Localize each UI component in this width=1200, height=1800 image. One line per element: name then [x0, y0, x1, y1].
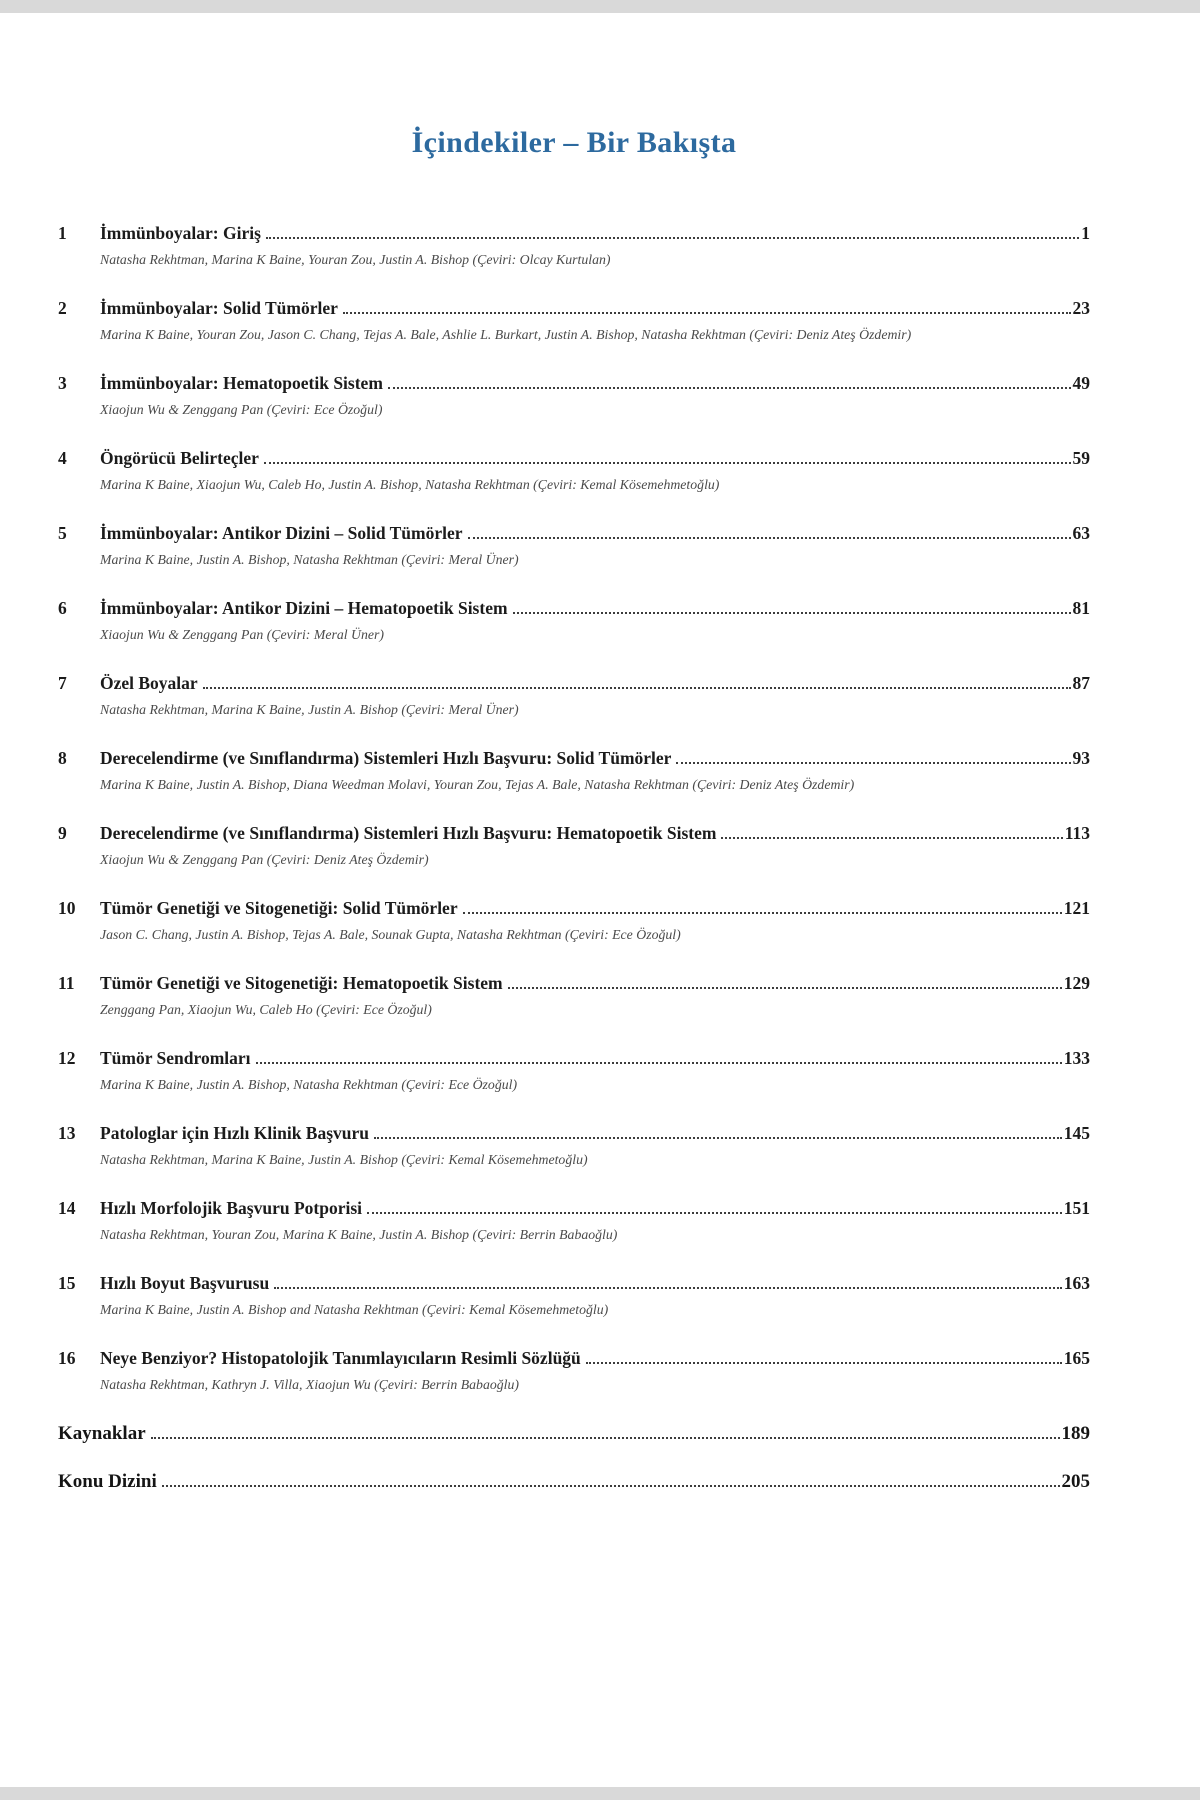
chapter-page-number: 121 [1063, 898, 1090, 918]
chapter-number: 3 [58, 373, 67, 393]
dot-leader [676, 762, 1070, 764]
dot-leader [586, 1362, 1062, 1364]
chapter-number: 9 [58, 823, 67, 843]
dot-leader [508, 987, 1062, 989]
toc-entry-row [58, 1047, 1090, 1069]
chapter-authors: Natasha Rekhtman, Marina K Baine, Youran Zou, Justin A. Bishop (Çeviri: Olcay Kurtulan) [100, 252, 611, 267]
toc-entry [58, 822, 1090, 868]
chapter-number: 2 [58, 298, 67, 318]
chapter-authors: Xiaojun Wu & Zenggang Pan (Çeviri: Ece Özoğul) [100, 402, 383, 417]
dot-leader [388, 387, 1071, 389]
chapter-page-number: 145 [1063, 1123, 1090, 1143]
backmatter-list [58, 1422, 1090, 1494]
toc-entry [58, 1272, 1090, 1318]
chapter-title: Tümör Genetiği ve Sitogenetiği: Hematopoetik Sistem [100, 973, 503, 993]
chapter-title: İmmünboyalar: Hematopoetik Sistem [100, 373, 383, 393]
chapter-number: 1 [58, 223, 67, 243]
chapter-title: Hızlı Morfolojik Başvuru Potporisi [100, 1198, 363, 1218]
toc-entry-row [58, 222, 1090, 244]
chapter-title: Öngörücü Belirteçler [100, 448, 259, 468]
chapter-page-number: 59 [1072, 448, 1090, 468]
toc-entry-row [58, 447, 1090, 469]
chapter-title: Derecelendirme (ve Sınıflandırma) Sistemleri Hızlı Başvuru: Hematopoetik Sistem [100, 823, 717, 843]
backmatter-title: Kaynaklar [58, 1423, 146, 1444]
backmatter-page-number: 189 [1061, 1423, 1090, 1444]
chapter-title: Derecelendirme (ve Sınıflandırma) Sistemleri Hızlı Başvuru: Solid Tümörler [100, 748, 672, 768]
toc-entry [58, 1347, 1090, 1393]
toc-entry-row [58, 597, 1090, 619]
dot-leader [203, 687, 1071, 689]
backmatter-row [58, 1422, 1090, 1446]
chapter-authors: Natasha Rekhtman, Marina K Baine, Justin A. Bishop (Çeviri: Meral Üner) [100, 702, 519, 717]
chapter-number: 12 [58, 1048, 76, 1068]
chapter-page-number: 81 [1072, 598, 1090, 618]
chapter-title: Patologlar için Hızlı Klinik Başvuru [100, 1123, 370, 1143]
backmatter-page-number: 205 [1061, 1471, 1090, 1492]
toc-entry [58, 1047, 1090, 1093]
dot-leader [367, 1212, 1062, 1214]
chapter-authors: Marina K Baine, Justin A. Bishop, Diana Weedman Molavi, Youran Zou, Tejas A. Bale, Natasha Rekhtman (Çeviri: Deniz Ateş Özdemir) [100, 777, 855, 792]
dot-leader [264, 462, 1071, 464]
chapter-page-number: 151 [1063, 1198, 1090, 1218]
toc-entry-row [58, 897, 1090, 919]
chapter-authors: Xiaojun Wu & Zenggang Pan (Çeviri: Meral Üner) [100, 627, 384, 642]
chapter-authors: Xiaojun Wu & Zenggang Pan (Çeviri: Deniz Ateş Özdemir) [100, 852, 429, 867]
dot-leader [721, 837, 1062, 839]
dot-leader [151, 1437, 1060, 1439]
toc-entry-row [58, 297, 1090, 319]
page-edge-top [0, 0, 1200, 13]
toc-entry-row [58, 1347, 1090, 1369]
chapter-authors: Marina K Baine, Youran Zou, Jason C. Chang, Tejas A. Bale, Ashlie L. Burkart, Justin A. Bishop, Natasha Rekhtman (Çeviri: Deniz Ateş Özdemir) [100, 327, 912, 342]
toc-entry-row [58, 1122, 1090, 1144]
toc-entry [58, 222, 1090, 268]
chapter-title: Hızlı Boyut Başvurusu [100, 1273, 270, 1293]
page-edge-bottom [0, 1787, 1200, 1800]
chapter-number: 7 [58, 673, 67, 693]
chapter-title: Özel Boyalar [100, 673, 198, 693]
toc-list [58, 222, 1090, 1393]
dot-leader [343, 312, 1071, 314]
toc-entry [58, 972, 1090, 1018]
chapter-number: 16 [58, 1348, 76, 1368]
chapter-page-number: 165 [1063, 1348, 1090, 1368]
chapter-authors: Marina K Baine, Justin A. Bishop, Natasha Rekhtman (Çeviri: Meral Üner) [100, 552, 519, 567]
chapter-page-number: 129 [1063, 973, 1090, 993]
chapter-page-number: 63 [1072, 523, 1090, 543]
backmatter-row [58, 1470, 1090, 1494]
toc-entry [58, 372, 1090, 418]
chapter-title: Tümör Genetiği ve Sitogenetiği: Solid Tümörler [100, 898, 458, 918]
dot-leader [374, 1137, 1062, 1139]
chapter-number: 4 [58, 448, 67, 468]
toc-entry-row [58, 822, 1090, 844]
toc-entry-row [58, 522, 1090, 544]
toc-entry [58, 897, 1090, 943]
chapter-authors: Jason C. Chang, Justin A. Bishop, Tejas A. Bale, Sounak Gupta, Natasha Rekhtman (Çeviri: Ece Özoğul) [100, 927, 681, 942]
chapter-title: Tümör Sendromları [100, 1048, 251, 1068]
chapter-authors: Marina K Baine, Xiaojun Wu, Caleb Ho, Justin A. Bishop, Natasha Rekhtman (Çeviri: Kemal Kösemehmetoğlu) [100, 477, 720, 492]
dot-leader [463, 912, 1062, 914]
chapter-number: 8 [58, 748, 67, 768]
chapter-page-number: 93 [1072, 748, 1090, 768]
toc-entry [58, 297, 1090, 343]
chapter-number: 15 [58, 1273, 76, 1293]
chapter-page-number: 23 [1072, 298, 1090, 318]
chapter-authors: Marina K Baine, Justin A. Bishop and Natasha Rekhtman (Çeviri: Kemal Kösemehmetoğlu) [100, 1302, 609, 1317]
chapter-page-number: 113 [1064, 823, 1090, 843]
toc-entry [58, 447, 1090, 493]
toc-entry-row [58, 672, 1090, 694]
chapter-title: İmmünboyalar: Giriş [100, 223, 261, 243]
chapter-page-number: 49 [1072, 373, 1090, 393]
chapter-authors: Marina K Baine, Justin A. Bishop, Natasha Rekhtman (Çeviri: Ece Özoğul) [100, 1077, 518, 1092]
chapter-number: 14 [58, 1198, 76, 1218]
chapter-title: İmmünboyalar: Solid Tümörler [100, 298, 338, 318]
chapter-title: İmmünboyalar: Antikor Dizini – Hematopoetik Sistem [100, 598, 508, 618]
chapter-page-number: 163 [1063, 1273, 1090, 1293]
toc-entry-row [58, 1272, 1090, 1294]
dot-leader [274, 1287, 1062, 1289]
chapter-page-number: 87 [1072, 673, 1090, 693]
dot-leader [513, 612, 1071, 614]
dot-leader [256, 1062, 1062, 1064]
toc-entry-row [58, 747, 1090, 769]
toc-entry [58, 672, 1090, 718]
toc-entry [58, 522, 1090, 568]
chapter-page-number: 133 [1063, 1048, 1090, 1068]
chapter-number: 10 [58, 898, 76, 918]
dot-leader [266, 237, 1079, 239]
chapter-page-number: 1 [1081, 223, 1090, 243]
toc-entry [58, 747, 1090, 793]
chapter-authors: Natasha Rekhtman, Kathryn J. Villa, Xiaojun Wu (Çeviri: Berrin Babaoğlu) [100, 1377, 519, 1392]
chapter-authors: Zenggang Pan, Xiaojun Wu, Caleb Ho (Çeviri: Ece Özoğul) [100, 1002, 432, 1017]
chapter-title: Neye Benziyor? Histopatolojik Tanımlayıcıların Resimli Sözlüğü [100, 1348, 581, 1368]
toc-entry [58, 1122, 1090, 1168]
chapter-number: 5 [58, 523, 67, 543]
toc-entry [58, 1197, 1090, 1243]
dot-leader [468, 537, 1071, 539]
toc-entry-row [58, 372, 1090, 394]
chapter-number: 13 [58, 1123, 76, 1143]
chapter-number: 6 [58, 598, 67, 618]
toc-entry [58, 597, 1090, 643]
chapter-title: İmmünboyalar: Antikor Dizini – Solid Tümörler [100, 523, 463, 543]
dot-leader [162, 1485, 1060, 1487]
chapter-authors: Natasha Rekhtman, Youran Zou, Marina K Baine, Justin A. Bishop (Çeviri: Berrin Babaoğlu) [100, 1227, 618, 1242]
toc-entry-row [58, 1197, 1090, 1219]
page-title: İçindekiler – Bir Bakışta [411, 126, 737, 159]
backmatter-title: Konu Dizini [58, 1471, 157, 1492]
toc-entry-row [58, 972, 1090, 994]
chapter-number: 11 [58, 973, 75, 993]
chapter-authors: Natasha Rekhtman, Marina K Baine, Justin A. Bishop (Çeviri: Kemal Kösemehmetoğlu) [100, 1152, 588, 1167]
